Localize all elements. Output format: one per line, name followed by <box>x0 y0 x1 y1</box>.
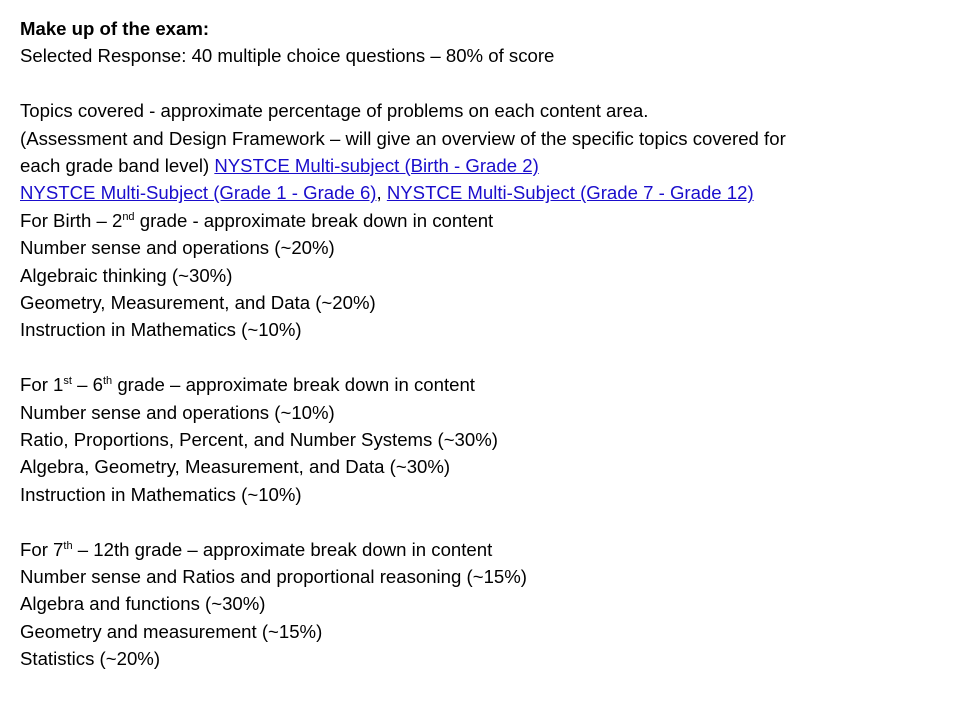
framework-line-2 <box>20 152 945 179</box>
band-1-6-heading-rest: grade – approximate break down in content <box>112 374 475 396</box>
band-birth-heading-sup: nd <box>122 210 135 223</box>
band-1-6-item: Algebra, Geometry, Measurement, and Data (~30%) <box>20 456 451 478</box>
band-1-6-item: Ratio, Proportions, Percent, and Number Systems (~30%) <box>20 429 498 451</box>
link-grade-1-6[interactable]: NYSTCE Multi-Subject (Grade 1 - Grade 6) <box>20 182 377 204</box>
band-7-12-item: Geometry and measurement (~15%) <box>20 620 323 642</box>
band-7-12-item: Statistics (~20%) <box>20 648 161 670</box>
band-1-6-heading-sup-2: th <box>102 375 113 388</box>
band-1-6-heading-text: For 1 <box>20 374 64 396</box>
band-birth-item: Geometry, Measurement, and Data (~20%) <box>20 292 376 314</box>
band-birth-item: Algebraic thinking (~30%) <box>20 264 233 286</box>
band-1-6-item: Number sense and operations (~10%) <box>20 401 335 423</box>
slide-content <box>20 15 945 673</box>
selected-response-line: Selected Response: 40 multiple choice questions – 80% of score <box>20 45 555 67</box>
band-7-12-item: Algebra and functions (~30%) <box>20 593 266 615</box>
spacer <box>20 508 945 535</box>
band-7-12-heading-text: For 7 <box>20 538 64 560</box>
band-1-6-item: Instruction in Mathematics (~10%) <box>20 483 302 505</box>
band-7-12-heading-sup: th <box>63 539 73 552</box>
band-birth-heading <box>20 207 945 234</box>
band-1-6-heading-mid: – 6 <box>71 374 103 396</box>
framework-line-2-prefix: each grade band level) <box>20 155 215 177</box>
spacer <box>20 70 945 97</box>
framework-line-1: (Assessment and Design Framework – will give an overview of the specific topics covered for <box>20 127 786 149</box>
band-birth-heading-text: For Birth – 2 <box>20 209 123 231</box>
link-grade-7-12[interactable]: NYSTCE Multi-Subject (Grade 7 - Grade 12) <box>386 182 754 204</box>
band-birth-item: Number sense and operations (~20%) <box>20 237 335 259</box>
exam-heading: Make up of the exam: <box>20 18 210 39</box>
link-birth-grade-2[interactable]: NYSTCE Multi-subject (Birth - Grade 2) <box>214 155 539 177</box>
spacer <box>20 344 945 371</box>
band-7-12-item: Number sense and Ratios and proportional reasoning (~15%) <box>20 566 527 588</box>
band-1-6-heading-sup-1: st <box>63 375 72 388</box>
band-1-6-heading <box>20 371 945 398</box>
band-7-12-heading-rest: – 12th grade – approximate break down in content <box>72 538 493 560</box>
links-line <box>20 179 945 206</box>
topics-intro-line: Topics covered - approximate percentage of problems on each content area. <box>20 100 649 122</box>
link-separator: , <box>376 182 387 204</box>
band-birth-item: Instruction in Mathematics (~10%) <box>20 319 302 341</box>
band-7-12-heading <box>20 536 945 563</box>
band-birth-heading-rest: grade - approximate break down in content <box>134 209 494 231</box>
